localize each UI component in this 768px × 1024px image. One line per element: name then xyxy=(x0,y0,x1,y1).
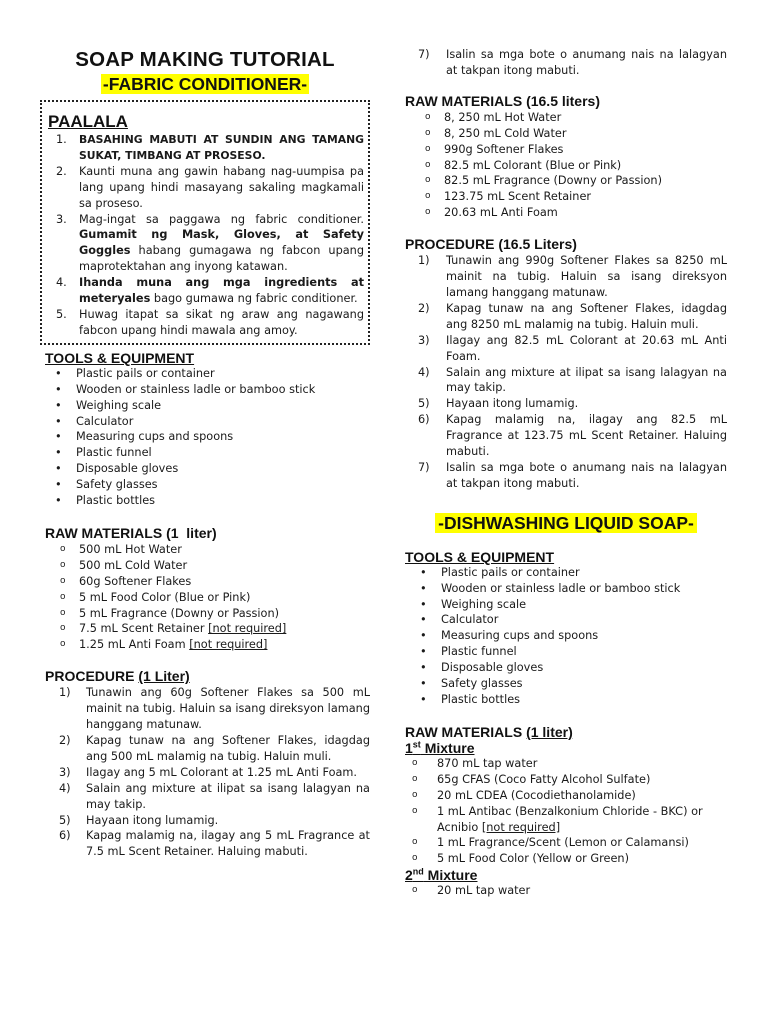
paalala-item: 2. Kaunti muna ang gawin habang nag-uumpisa pa lang upang hindi masayang sakaling magkamali sa proseso. xyxy=(56,164,364,210)
subtitle-highlight: -FABRIC CONDITIONER- xyxy=(102,74,308,94)
mixture-item: o 1 mL Fragrance/Scent (Lemon or Calamansi) xyxy=(412,836,689,850)
dishwashing-title xyxy=(405,513,727,534)
paalala-item-text: Kaunti muna ang gawin habang nag-uumpisa pa lang upang hindi masayang sakaling magkamali sa proseso. xyxy=(79,164,364,210)
dish-tools-heading: TOOLS & EQUIPMENT xyxy=(405,548,555,565)
proc1-step: 3) Ilagay ang 5 mL Colorant at 1.25 mL Anti Foam. xyxy=(59,765,358,779)
tools-item: • Disposable gloves xyxy=(55,462,179,476)
paalala-item: 1. BASAHING MABUTI AT SUNDIN ANG TAMANG SUKAT, TIMBANG AT PROSESO. xyxy=(56,133,364,162)
paalala-item: 3. Mag-ingat sa paggawa ng fabric conditioner. Gumamit ng Mask, Gloves, at Safety Goggles habang gumagawa ng fabcon upang maprotektahan ang inyong katawan. xyxy=(56,212,365,274)
proc16-heading: PROCEDURE (16.5 Liters) xyxy=(405,236,577,253)
proc16-step: 2) Kapag tunaw na ang Softener Flakes, idagdag ang 8250 mL malamig na tubig. Haluin muli. xyxy=(418,301,727,331)
dish-tools-item: • Wooden or stainless ladle or bamboo stick xyxy=(420,581,681,595)
proc16-step: 4) Salain ang mixture at ilipat sa isang lalagyan na may takip. xyxy=(418,365,727,395)
paalala-item-text: Mag-ingat sa paggawa ng fabric conditioner. xyxy=(79,212,364,226)
proc16-step: 6) Kapag malamig na, ilagay ang 82.5 mL Fragrance at 123.75 mL Scent Retainer. Haluing mabuti. xyxy=(418,413,727,459)
left-column xyxy=(40,0,370,860)
raw16-item: o 123.75 mL Scent Retainer xyxy=(425,190,592,204)
raw16-item: o 8, 250 mL Cold Water xyxy=(425,126,567,140)
tools-item: • Measuring cups and spoons xyxy=(55,430,234,444)
raw16-item: o 990g Softener Flakes xyxy=(425,142,564,156)
raw1-item: o 60g Softener Flakes xyxy=(60,574,192,588)
not-required-note: [not required] xyxy=(189,638,268,652)
dish-tools-item: • Disposable gloves xyxy=(420,661,544,675)
proc16-step: 1) Tunawin ang 990g Softener Flakes sa 8250 mL mainit na tubig. Haluin sa isang direksyon lamang hanggang matunaw. xyxy=(418,254,727,299)
proc16-step: 5) Hayaan itong lumamig. xyxy=(418,397,579,411)
dish-tools-item: • Measuring cups and spoons xyxy=(420,629,599,643)
proc1-step: 1) Tunawin ang 60g Softener Flakes sa 500 mL mainit na tubig. Haluin sa isang direksyon lamang hanggang matunaw. xyxy=(59,686,370,732)
tools-item: • Plastic bottles xyxy=(55,494,156,508)
paalala-item-text: Huwag itapat sa sikat ng araw ang nagawang fabcon upang hindi mawala ang amoy. xyxy=(79,307,364,337)
raw1-list xyxy=(40,542,370,653)
mixture-item: o 1 mL Antibac (Benzalkonium Chloride - BKC) or Acnibio [not required] xyxy=(412,804,703,834)
paalala-item-bold: Ihanda muna ang mga ingredients at meteryales xyxy=(79,276,364,306)
tools-item: • Weighing scale xyxy=(55,398,162,412)
mixture-item: o 5 mL Food Color (Yellow or Green) xyxy=(412,852,629,866)
dish-tools-item: • Safety glasses xyxy=(420,677,523,691)
proc1-continued-list xyxy=(405,47,727,79)
paalala-item-text: habang gumagawa ng fabcon upang maprotektahan ang inyong katawan. xyxy=(79,244,365,274)
tools-item: • Calculator xyxy=(55,414,134,428)
paalala-item-text: bago gumawa ng fabric conditioner. xyxy=(153,292,358,306)
dish-tools-item: • Plastic bottles xyxy=(420,693,521,706)
paalala-item: 5. Huwag itapat sa sikat ng araw ang nagawang fabcon upang hindi mawala ang amoy. xyxy=(56,307,364,337)
proc1-step: 5) Hayaan itong lumamig. xyxy=(59,813,219,827)
dish-raw-heading: RAW MATERIALS (1 liter) xyxy=(405,723,573,740)
dish-tools-item: • Weighing scale xyxy=(420,597,527,611)
mixture-item: o 20 mL CDEA (Cocodiethanolamide) xyxy=(412,788,636,802)
mixture-item: o 870 mL tap water xyxy=(412,756,538,770)
raw16-item: o 82.5 mL Fragrance (Downy or Passion) xyxy=(425,174,662,188)
first-mixture-heading: 1st Mixture xyxy=(405,739,475,756)
dishwashing-title-highlight: -DISHWASHING LIQUID SOAP- xyxy=(435,513,697,533)
proc16-step: 7) Isalin sa mga bote o anumang nais na lalagyan at takpan itong mabuti. xyxy=(418,460,727,490)
not-required-note: [not required] xyxy=(481,820,561,834)
dish-tools-item: • Plastic funnel xyxy=(420,645,517,659)
mixture-item: o 65g CFAS (Coco Fatty Alcohol Sulfate) xyxy=(412,772,651,786)
tools-item: • Safety glasses xyxy=(55,478,158,492)
raw1-item: o 500 mL Hot Water xyxy=(60,542,182,556)
paalala-item-bold: BASAHING MABUTI AT SUNDIN ANG TAMANG SUKAT, TIMBANG AT PROSESO. xyxy=(79,133,364,162)
first-mixture-list xyxy=(405,756,727,867)
raw16-item: o 8, 250 mL Hot Water xyxy=(425,110,562,124)
raw1-heading: RAW MATERIALS (1 liter) xyxy=(45,524,217,541)
paalala-heading: PAALALA xyxy=(48,112,128,131)
raw1-item: o 7.5 mL Scent Retainer [not required] xyxy=(60,622,287,636)
dish-tools-list xyxy=(405,565,727,708)
page-subtitle xyxy=(40,74,370,95)
page-title: SOAP MAKING TUTORIAL xyxy=(75,48,335,71)
right-column xyxy=(405,0,727,899)
raw1-item: o 500 mL Cold Water xyxy=(60,558,188,572)
paalala-box xyxy=(40,100,370,345)
proc1-step: 7) Isalin sa mga bote o anumang nais na lalagyan at takpan itong mabuti. xyxy=(418,48,727,77)
raw1-item: o 1.25 mL Anti Foam [not required] xyxy=(60,638,268,652)
tools-item: • Plastic pails or container xyxy=(55,366,215,380)
proc16-list xyxy=(405,253,727,492)
proc1-step: 2) Kapag tunaw na ang Softener Flakes, idagdag ang 500 mL malamig na tubig. Haluin muli. xyxy=(59,734,370,763)
tools-heading: TOOLS & EQUIPMENT xyxy=(45,349,195,366)
mixture-item: o 20 mL tap water xyxy=(412,884,531,898)
raw16-item: o 82.5 mL Colorant (Blue or Pink) xyxy=(425,158,622,172)
raw16-heading: RAW MATERIALS (16.5 liters) xyxy=(405,92,600,109)
paalala-item: 4. Ihanda muna ang mga ingredients at meteryales bago gumawa ng fabric conditioner. xyxy=(56,276,364,306)
dish-tools-item: • Calculator xyxy=(420,613,499,627)
raw1-item: o 5 mL Food Color (Blue or Pink) xyxy=(60,590,251,604)
raw16-item: o 20.63 mL Anti Foam xyxy=(425,206,558,220)
raw1-item: o 5 mL Fragrance (Downy or Passion) xyxy=(60,606,280,620)
paalala-list xyxy=(46,132,364,339)
second-mixture-heading: 2nd Mixture xyxy=(405,866,478,884)
proc1-heading: PROCEDURE (1 Liter) xyxy=(45,668,190,685)
raw16-list xyxy=(405,110,727,221)
proc16-step: 3) Ilagay ang 82.5 mL Colorant at 20.63 mL Anti Foam. xyxy=(418,333,727,363)
proc1-list xyxy=(40,685,370,860)
not-required-note: [not required] xyxy=(208,622,287,636)
tools-item: • Plastic funnel xyxy=(55,446,152,460)
proc1-step: 4) Salain ang mixture at ilipat sa isang lalagyan na may takip. xyxy=(59,781,370,811)
tools-item: • Wooden or stainless ladle or bamboo stick xyxy=(55,382,316,396)
proc1-step: 6) Kapag malamig na, ilagay ang 5 mL Fragrance at 7.5 mL Scent Retainer. Haluing mabuti. xyxy=(59,829,370,859)
paalala-item-bold: Gumamit ng Mask, Gloves, at Safety Goggles xyxy=(79,228,364,258)
dish-tools-item: • Plastic pails or container xyxy=(420,565,580,579)
tools-list xyxy=(40,366,370,509)
second-mixture-list xyxy=(405,883,727,899)
